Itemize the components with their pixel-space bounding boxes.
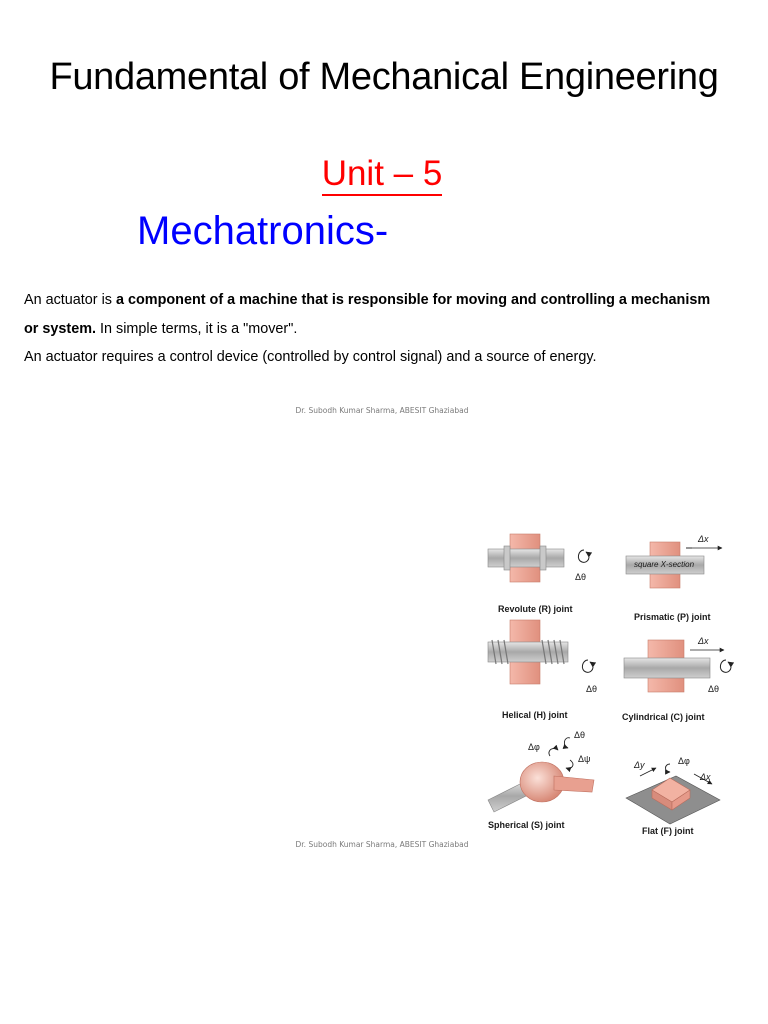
unit-heading: [0, 154, 764, 194]
prismatic-motion-label: Δx: [698, 534, 709, 544]
cylindrical-joint-label: Cylindrical (C) joint: [622, 712, 705, 722]
para-intro: An actuator is: [24, 292, 116, 308]
slide-credit-1: Dr. Subodh Kumar Sharma, ABESIT Ghaziabad: [295, 406, 469, 415]
joint-diagram: [480, 528, 740, 838]
slide-credit-2: Dr. Subodh Kumar Sharma, ABESIT Ghaziabad: [295, 840, 469, 849]
prismatic-joint-label: Prismatic (P) joint: [634, 612, 711, 622]
flat-motion-label: Δy: [634, 760, 645, 770]
para-bold-definition: a component of a machine that is responsible for moving and controlling a mechanism or system.: [24, 292, 711, 337]
prismatic-section-label: square X-section: [634, 560, 695, 569]
subject-heading: Mechatronics-: [137, 209, 389, 253]
revolute-joint-drawing: [488, 534, 589, 582]
helical-joint-drawing: [488, 620, 593, 684]
actuator-definition: [24, 286, 724, 372]
spherical-joint-label: Spherical (S) joint: [488, 820, 565, 830]
cylindrical-motion2-label: Δθ: [708, 684, 720, 694]
para-rest: In simple terms, it is a "mover".: [96, 320, 298, 337]
spherical-motion2-label: Δφ: [528, 742, 540, 752]
joint-types-figure: [480, 528, 740, 838]
helical-joint-label: Helical (H) joint: [502, 710, 568, 720]
spherical-motion3-label: Δψ: [578, 754, 591, 764]
spherical-motion-label: Δθ: [574, 730, 586, 740]
page-title: Fundamental of Mechanical Engineering: [49, 56, 719, 98]
spherical-joint-drawing: [488, 738, 594, 812]
cylindrical-motion-label: Δx: [698, 636, 709, 646]
revolute-motion-label: Δθ: [575, 572, 587, 582]
flat-joint-label: Flat (F) joint: [642, 826, 694, 836]
flat-motion2-label: Δφ: [678, 756, 690, 766]
para-line2: An actuator requires a control device (controlled by control signal) and a source of energy.: [24, 349, 597, 365]
flat-motion3-label: Δx: [700, 772, 711, 782]
helical-motion-label: Δθ: [586, 684, 598, 694]
revolute-joint-label: Revolute (R) joint: [498, 604, 573, 614]
unit-label: Unit – 5: [322, 154, 443, 196]
